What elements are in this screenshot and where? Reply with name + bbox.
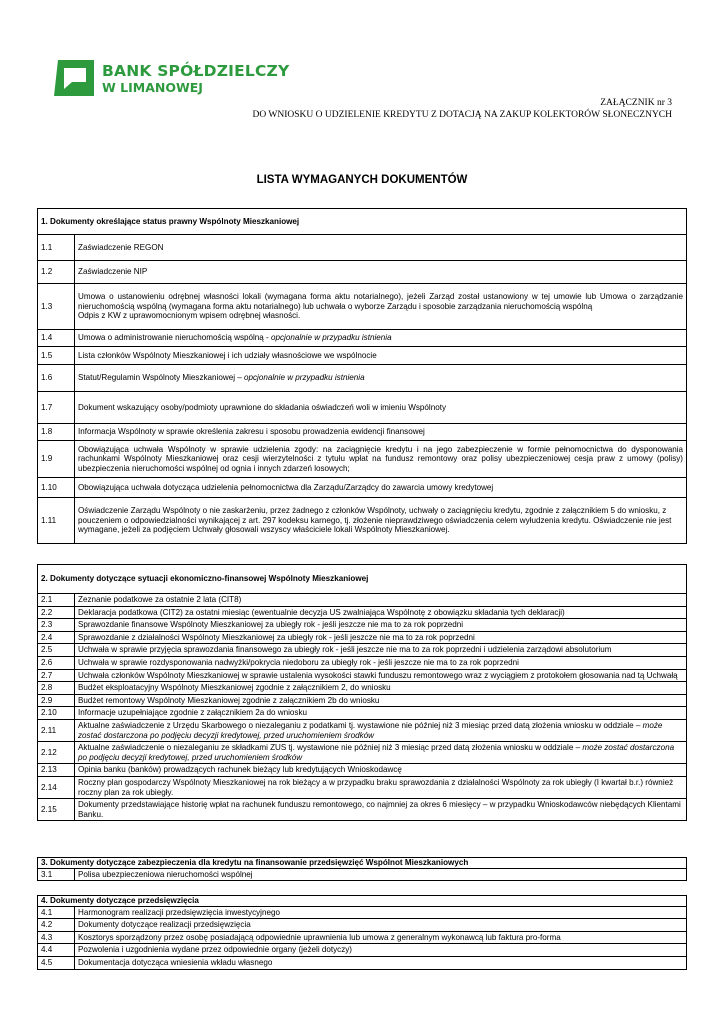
row-number: 2.11 bbox=[38, 719, 75, 741]
table-row bbox=[38, 669, 687, 682]
row-text-main: Statut/Regulamin Wspólnoty Mieszkaniowej – bbox=[78, 373, 244, 383]
row-text: Harmonogram realizacji przedsięwzięcia inwestycyjnego bbox=[75, 906, 687, 919]
table-row bbox=[38, 682, 687, 695]
table-row bbox=[38, 694, 687, 707]
row-text: Opinia banku (banków) prowadzących rachunek bieżący lub kredytujących Wnioskodawcę bbox=[75, 764, 687, 777]
table-row bbox=[38, 365, 687, 392]
table-row bbox=[38, 707, 687, 720]
row-number: 3.1 bbox=[38, 868, 75, 881]
row-number: 4.4 bbox=[38, 944, 75, 957]
row-number: 1.2 bbox=[38, 261, 75, 284]
document-title: LISTA WYMAGANYCH DOKUMENTÓW bbox=[256, 174, 468, 186]
row-text-part-1: Umowa o ustanowieniu odrębnej własności lokali (wymagana forma aktu notarialnego), jeżeli Zarząd został ustanowiony w tej umowie lub Umowa o zarządzanie nieruchomością wspólną (wymagana forma aktu notarialnego) lub uchwała o wyborze Zarządu i sposobie zarządzania nieruchomością wspólną bbox=[78, 292, 683, 311]
row-number: 2.14 bbox=[38, 776, 75, 798]
row-number: 1.6 bbox=[38, 365, 75, 392]
row-number: 4.1 bbox=[38, 906, 75, 919]
table-row bbox=[38, 931, 687, 944]
table-row bbox=[38, 764, 687, 777]
row-text: Obowiązująca uchwała Wspólnoty w sprawie udzielenia zgody: na zaciągnięcie kredytu i na jego zabezpieczenie w formie pełnomocnictwa do dysponowania rachunkami Wspólnoty Mieszkaniowej oraz cesji wierzytelności z tytułu wpłat na fundusz remontowy oraz polisy ubezpieczeniowej cesja praw z umowy (polisy) ubezpieczenia nieruchomości wspólnej od ognia i innych zdarzeń losowych; bbox=[75, 441, 687, 478]
table-row bbox=[38, 606, 687, 619]
section-3-heading: 3. Dokumenty dotyczące zabezpieczenia dla kredytu na finansowanie przedsięwzięć Wspólnot Mieszkaniowych bbox=[38, 858, 687, 869]
section-2-heading: 2. Dokumenty dotyczące sytuacji ekonomiczno-finansowej Wspólnoty Mieszkaniowej bbox=[38, 565, 687, 594]
row-number: 2.7 bbox=[38, 669, 75, 682]
section-3-table bbox=[37, 857, 687, 881]
row-number: 2.10 bbox=[38, 707, 75, 720]
row-number: 2.4 bbox=[38, 631, 75, 644]
row-number: 1.3 bbox=[38, 284, 75, 330]
table-row bbox=[38, 719, 687, 741]
row-number: 2.8 bbox=[38, 682, 75, 695]
row-number: 1.4 bbox=[38, 330, 75, 347]
section-2-table bbox=[37, 564, 687, 821]
row-text: Polisa ubezpieczeniowa nieruchomości wspólnej bbox=[75, 868, 687, 881]
table-row bbox=[38, 424, 687, 441]
row-number: 2.1 bbox=[38, 594, 75, 607]
row-number: 2.6 bbox=[38, 656, 75, 669]
table-row bbox=[38, 392, 687, 424]
row-text bbox=[75, 719, 687, 741]
row-number: 1.5 bbox=[38, 347, 75, 365]
row-number: 2.3 bbox=[38, 619, 75, 632]
row-text: Sprawozdanie z działalności Wspólnoty Mieszkaniowej za ubiegły rok - jeśli jeszcze nie ma to za rok poprzedni bbox=[75, 631, 687, 644]
table-row bbox=[38, 330, 687, 347]
annex-header bbox=[253, 97, 673, 121]
row-number: 4.2 bbox=[38, 919, 75, 932]
annex-label: ZAŁĄCZNIK nr 3 bbox=[600, 98, 672, 108]
row-text bbox=[75, 742, 687, 764]
row-text: Kosztorys sporządzony przez osobę posiadającą odpowiednie uprawnienia lub umowa z generalnym wykonawcą lub faktura pro-forma bbox=[75, 931, 687, 944]
logo-line-1: BANK SPÓŁDZIELCZY bbox=[102, 62, 290, 80]
table-row bbox=[38, 656, 687, 669]
row-text: Informacje uzupełniające zgodnie z załącznikiem 2a do wniosku bbox=[75, 707, 687, 720]
row-number: 1.7 bbox=[38, 392, 75, 424]
row-text-note: może zostać dostarczona po podjęciu decyzji kredytowej, przed uruchomieniem środków bbox=[78, 743, 675, 762]
row-number: 1.10 bbox=[38, 478, 75, 498]
section-1-heading: 1. Dokumenty określające status prawny Wspólnoty Mieszkaniowej bbox=[38, 209, 687, 235]
row-text: Dokumenty przedstawiające historię wpłat na rachunek funduszu remontowego, co najmniej za okres 6 miesięcy – w przypadku Wnioskodawców niebędących Klientami Banku. bbox=[75, 799, 687, 821]
row-text: Dokumentacja dotycząca wniesienia wkładu własnego bbox=[75, 956, 687, 969]
row-text bbox=[75, 365, 687, 392]
annex-subtitle: DO WNIOSKU O UDZIELENIE KREDYTU Z DOTACJĄ NA ZAKUP KOLEKTORÓW SŁONECZNYCH bbox=[252, 110, 672, 120]
section-4-table bbox=[37, 895, 687, 970]
table-row bbox=[38, 776, 687, 798]
row-text: Budżet remontowy Wspólnoty Mieszkaniowej zgodnie z załącznikiem 2b do wniosku bbox=[75, 694, 687, 707]
table-row bbox=[38, 498, 687, 544]
table-row bbox=[38, 956, 687, 969]
row-text: Zaświadczenie NIP bbox=[75, 261, 687, 284]
logo-line-2: W LIMANOWEJ bbox=[102, 80, 203, 95]
row-number: 2.5 bbox=[38, 644, 75, 657]
row-number: 2.15 bbox=[38, 799, 75, 821]
row-text: Pozwolenia i uzgodnienia wydane przez odpowiednie organy (jeżeli dotyczy) bbox=[75, 944, 687, 957]
row-text-part-2: Odpis z KW z uprawomocnionym wpisem odrębnej własności. bbox=[78, 311, 301, 321]
row-number: 1.1 bbox=[38, 235, 75, 261]
table-row bbox=[38, 919, 687, 932]
row-text bbox=[75, 284, 687, 330]
row-text: Uchwała w sprawie przyjęcia sprawozdania finansowego za ubiegły rok - jeśli jeszcze nie ma to za rok poprzedni i udzielenia zarządowi absolutorium bbox=[75, 644, 687, 657]
row-number: 1.9 bbox=[38, 441, 75, 478]
row-text-main: Aktualne zaświadczenie o niezaleganiu ze składkami ZUS tj. wystawione nie później niż 3 miesiąc przed datą złożenia wniosku w oddziale – bbox=[78, 743, 583, 753]
row-text: Uchwała członków Wspólnoty Mieszkaniowej w sprawie ustalenia wysokości stawki funduszu remontowego wraz z wyciągiem z protokołem głosowania nad tą Uchwałą bbox=[75, 669, 687, 682]
row-text-main: Umowa o administrowanie nieruchomością wspólną - bbox=[78, 333, 271, 343]
row-number: 2.9 bbox=[38, 694, 75, 707]
row-text bbox=[75, 330, 687, 347]
row-text: Oświadczenie Zarządu Wspólnoty o nie zaskarżeniu, przez żadnego z członków Wspólnoty, uchwały o zaciągnięciu kredytu, zgodnie z załącznikiem 5 do wniosku, z pouczeniem o odpowiedzialności wynikającej z art. 297 kodeksu karnego, tj. złożenie nieprawdziwego oświadczenia celem wyłudzenia kredytu. Oświadczenie nie jest wymagane, jeżeli za podjęciem Uchwały głosowali wszyscy właściciele lokali Wspólnoty Mieszkaniowej. bbox=[75, 498, 687, 544]
row-text-note: może zostać dostarczona po podjęciu decyzji kredytowej, przed uruchomieniem środków bbox=[78, 720, 663, 740]
table-row bbox=[38, 742, 687, 764]
table-row bbox=[38, 441, 687, 478]
table-row bbox=[38, 644, 687, 657]
section-1-table bbox=[37, 208, 687, 544]
table-row bbox=[38, 261, 687, 284]
row-text: Deklaracja podatkowa (CIT2) za ostatni miesiąc (ewentualnie decyzja US zwalniająca Wspólnotę z obowiązku składania tych deklaracji) bbox=[75, 606, 687, 619]
row-text-main: Aktualne zaświadczenie z Urzędu Skarbowego o niezaleganiu z podatkami tj. wystawione nie później niż 3 miesiąc przed datą złożenia wniosku w oddziale – bbox=[78, 720, 643, 730]
table-row bbox=[38, 906, 687, 919]
row-number: 4.5 bbox=[38, 956, 75, 969]
table-row bbox=[38, 594, 687, 607]
row-text: Uchwała w sprawie rozdysponowania nadwyżki/pokrycia niedoboru za ubiegły rok - jeśli jeszcze nie ma to za rok poprzedni bbox=[75, 656, 687, 669]
table-row bbox=[38, 478, 687, 498]
row-text: Budżet eksploatacyjny Wspólnoty Mieszkaniowej zgodnie z załącznikiem 2, do wniosku bbox=[75, 682, 687, 695]
row-text: Zaświadczenie REGON bbox=[75, 235, 687, 261]
table-row bbox=[38, 868, 687, 881]
row-text: Informacja Wspólnoty w sprawie określenia zakresu i sposobu prowadzenia ewidencji finansowej bbox=[75, 424, 687, 441]
row-text: Obowiązująca uchwała dotycząca udzielenia pełnomocnictwa dla Zarządu/Zarządcy do zawarcia umowy kredytowej bbox=[75, 478, 687, 498]
row-number: 2.13 bbox=[38, 764, 75, 777]
row-number: 1.11 bbox=[38, 498, 75, 544]
row-number: 1.8 bbox=[38, 424, 75, 441]
table-row bbox=[38, 284, 687, 330]
row-text: Dokumenty dotyczące realizacji przedsięwzięcia bbox=[75, 919, 687, 932]
table-row bbox=[38, 944, 687, 957]
row-text-note: opcjonalnie w przypadku istnienia bbox=[244, 373, 365, 383]
row-text-note: opcjonalnie w przypadku istnienia bbox=[271, 333, 392, 343]
row-text: Sprawozdanie finansowe Wspólnoty Mieszkaniowej za ubiegły rok - jeśli jeszcze nie ma to za rok poprzedni bbox=[75, 619, 687, 632]
row-text: Lista członków Wspólnoty Mieszkaniowej i ich udziały własnościowe we wspólnocie bbox=[75, 347, 687, 365]
table-row bbox=[38, 631, 687, 644]
row-number: 4.3 bbox=[38, 931, 75, 944]
bank-logo-icon bbox=[50, 58, 96, 98]
bank-logo bbox=[50, 58, 290, 98]
table-row bbox=[38, 235, 687, 261]
table-row bbox=[38, 619, 687, 632]
row-text: Zeznanie podatkowe za ostatnie 2 lata (CIT8) bbox=[75, 594, 687, 607]
section-4-heading: 4. Dokumenty dotyczące przedsięwzięcia bbox=[38, 896, 687, 907]
row-text: Dokument wskazujący osoby/podmioty uprawnione do składania oświadczeń woli w imieniu Wspólnoty bbox=[75, 392, 687, 424]
table-row bbox=[38, 799, 687, 821]
table-row bbox=[38, 347, 687, 365]
row-text: Roczny plan gospodarczy Wspólnoty Mieszkaniowej na rok bieżący a w przypadku braku sprawozdania z działalności Wspólnoty za rok ubiegły (I kwartał b.r.) również roczny plan za rok ubiegły. bbox=[75, 776, 687, 798]
row-number: 2.12 bbox=[38, 742, 75, 764]
row-number: 2.2 bbox=[38, 606, 75, 619]
